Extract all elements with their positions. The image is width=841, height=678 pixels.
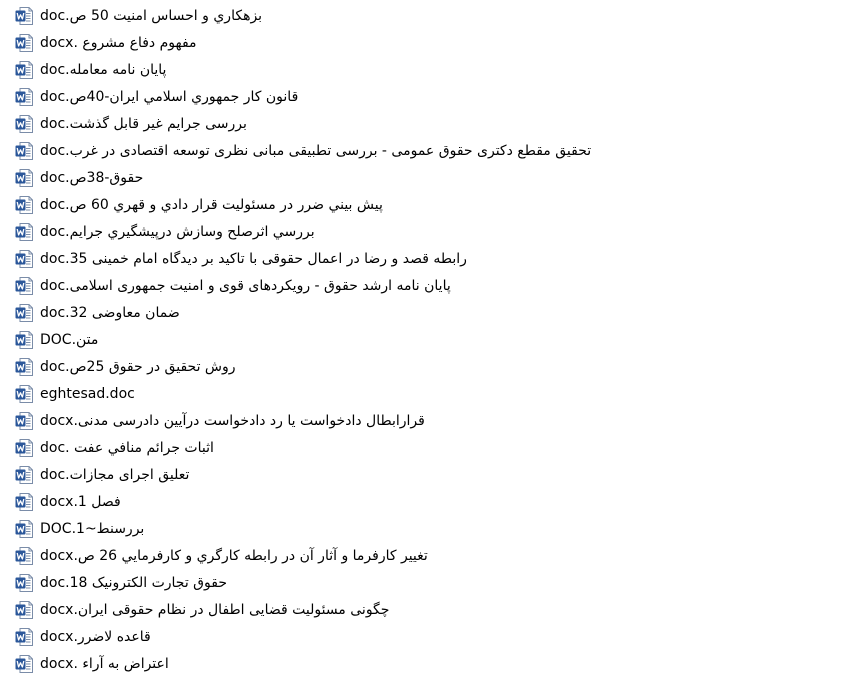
word-document-icon <box>14 303 34 323</box>
file-item[interactable] <box>14 328 98 352</box>
file-item[interactable] <box>14 220 315 244</box>
word-document-icon <box>14 195 34 215</box>
word-document-icon <box>14 384 34 404</box>
file-item[interactable] <box>14 31 197 55</box>
file-name: بررسی جرایم غیر قابل گذشت.doc <box>40 116 247 132</box>
file-item[interactable] <box>14 625 151 649</box>
file-item[interactable] <box>14 598 389 622</box>
file-name: اثبات جرائم منافي عفت .doc <box>40 440 214 456</box>
file-name: فصل 1.docx <box>40 494 121 510</box>
word-document-icon <box>14 168 34 188</box>
word-document-icon <box>14 654 34 674</box>
file-name: پایان نامه معامله.doc <box>40 62 167 78</box>
file-name: چگونی مسئولیت قضایی اطفال در نظام حقوقی ایران.docx <box>40 602 390 618</box>
file-item[interactable] <box>14 490 121 514</box>
file-item[interactable] <box>14 652 169 676</box>
word-document-icon <box>14 438 34 458</box>
file-item[interactable] <box>14 112 247 136</box>
file-item[interactable] <box>14 85 298 109</box>
file-name: حقوق تجارت الکترونیک 18.doc <box>40 575 228 591</box>
file-name: متن.DOC <box>40 332 99 348</box>
word-document-icon <box>14 141 34 161</box>
file-name: رابطه قصد و رضا در اعمال حقوقی با تاکید بر دیدگاه امام خمینی 35.doc <box>40 251 467 267</box>
word-document-icon <box>14 249 34 269</box>
word-document-icon <box>14 465 34 485</box>
word-document-icon <box>14 6 34 26</box>
file-name: اعتراض به آراء .docx <box>40 656 169 672</box>
file-name: تغيير كارفرما و آثار آن در رابطه كارگري و كارفرمايي 26 ص.docx <box>40 548 428 564</box>
word-document-icon <box>14 573 34 593</box>
file-name: بزهكاري و احساس امنيت 50 ص.doc <box>40 8 263 24</box>
word-document-icon <box>14 546 34 566</box>
word-document-icon <box>14 519 34 539</box>
file-item[interactable] <box>14 409 425 433</box>
file-item[interactable] <box>14 436 214 460</box>
file-item[interactable] <box>14 571 227 595</box>
word-document-icon <box>14 492 34 512</box>
file-name: eghtesad.doc <box>40 386 135 402</box>
file-item[interactable] <box>14 382 135 406</box>
file-name: ضمان معاوضی 32.doc <box>40 305 180 321</box>
word-document-icon <box>14 600 34 620</box>
file-name: تعلیق اجرای مجازات.doc <box>40 467 190 483</box>
file-name: بررسنط~1.DOC <box>40 521 145 537</box>
word-document-icon <box>14 114 34 134</box>
word-document-icon <box>14 33 34 53</box>
file-item[interactable] <box>14 193 383 217</box>
file-name: پایان نامه ارشد حقوق - رویکردهای قوی و امنیت جمهوری اسلامی.doc <box>40 278 451 294</box>
file-item[interactable] <box>14 463 189 487</box>
file-name: قرارابطال دادخواست یا رد دادخواست درآیین دادرسی مدنی.docx <box>40 413 425 429</box>
file-item[interactable] <box>14 355 236 379</box>
file-name: مفهوم دفاع مشروع .docx <box>40 35 197 51</box>
file-item[interactable] <box>14 139 591 163</box>
file-item[interactable] <box>14 4 262 28</box>
word-document-icon <box>14 627 34 647</box>
file-name: پيش بيني ضرر در مسئوليت قرار دادي و قهري 60 ص.doc <box>40 197 383 213</box>
word-document-icon <box>14 330 34 350</box>
word-document-icon <box>14 357 34 377</box>
file-item[interactable] <box>14 247 467 271</box>
word-document-icon <box>14 411 34 431</box>
file-item[interactable] <box>14 58 166 82</box>
file-name: تحقیق مقطع دکتری حقوق عمومی - بررسی تطبیقی مبانی نظری توسعه اقتصادی در غرب.doc <box>40 143 592 159</box>
word-document-icon <box>14 222 34 242</box>
file-item[interactable] <box>14 166 143 190</box>
file-item[interactable] <box>14 544 428 568</box>
file-name: قاعده لاضرر.docx <box>40 629 151 645</box>
word-document-icon <box>14 276 34 296</box>
file-item[interactable] <box>14 517 144 541</box>
file-name: حقوق-38ص.doc <box>40 170 144 186</box>
word-document-icon <box>14 87 34 107</box>
file-name: قانون كار جمهوري اسلامي ايران-40ص.doc <box>40 89 299 105</box>
file-item[interactable] <box>14 301 180 325</box>
word-document-icon <box>14 60 34 80</box>
file-name: بررسي اثرصلح وسازش درپيشگيري جرايم.doc <box>40 224 315 240</box>
file-name: روش تحقيق در حقوق 25ص.doc <box>40 359 236 375</box>
file-item[interactable] <box>14 274 451 298</box>
